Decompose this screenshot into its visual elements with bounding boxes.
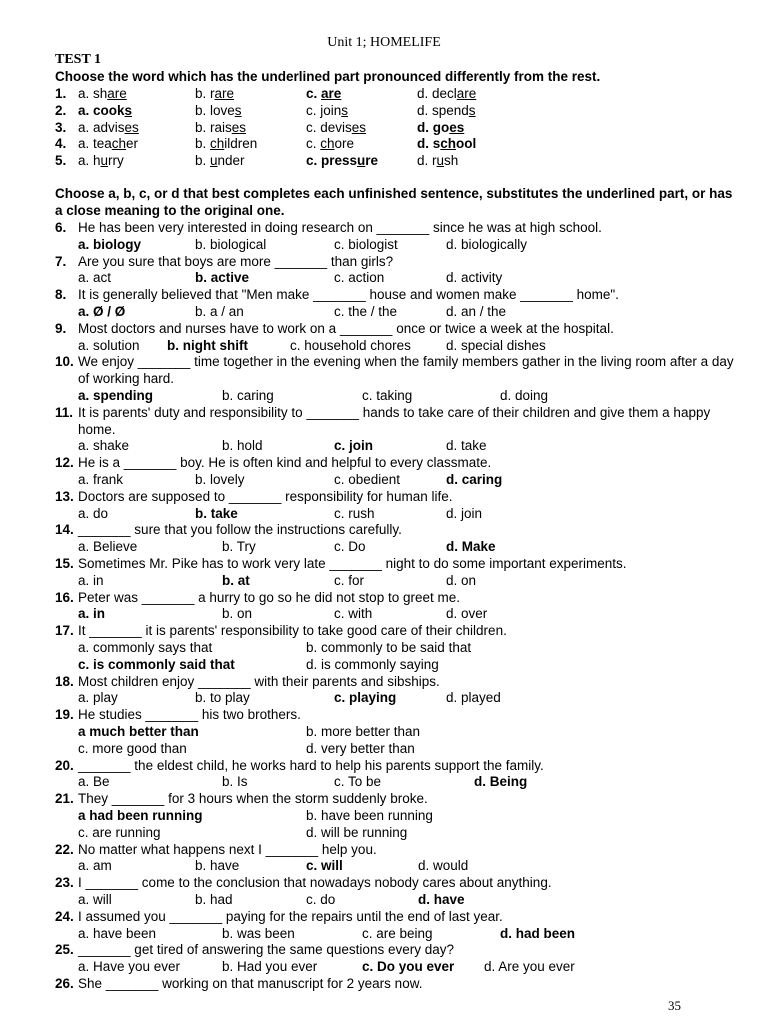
option: b. was been — [222, 925, 295, 941]
question-number: 24. — [55, 908, 74, 924]
option — [417, 153, 458, 170]
question-number: 19. — [55, 707, 74, 723]
question-number: 14. — [55, 522, 74, 538]
option-text: a. tea — [78, 136, 112, 152]
option: a. frank — [78, 472, 124, 487]
answer-option: c. is commonly said that — [78, 656, 235, 672]
option: b. have been running — [306, 808, 433, 823]
option-text: d. spend — [417, 102, 469, 118]
option-text: sh — [444, 153, 459, 169]
option: c. are being — [362, 925, 433, 941]
option-text: c. — [306, 136, 321, 152]
question-stem: Sometimes Mr. Pike has to work very late _______ night to do some important experiments. — [78, 556, 627, 571]
option-text: re — [365, 153, 379, 169]
option-text: er — [126, 136, 139, 152]
underlined-part: s — [468, 102, 476, 118]
option: b. a / an — [195, 304, 244, 319]
answer-option: a. spending — [78, 388, 154, 403]
option: d. special dishes — [446, 337, 546, 353]
question-stem: We enjoy _______ time together in the evening when the family members gather in the living room after a day of working hard. — [78, 354, 734, 387]
option: a. Be — [78, 774, 110, 790]
answer-option: a. biology — [78, 236, 142, 252]
question-number: 13. — [55, 488, 74, 504]
option-text: b. — [195, 136, 211, 152]
question-number: 10. — [55, 354, 74, 370]
option: a. am — [78, 858, 112, 874]
option: c. obedient — [334, 472, 401, 487]
question-number: 9. — [55, 320, 67, 336]
underlined-part: u — [357, 153, 366, 169]
underlined-part: u — [436, 153, 445, 169]
option: a. solution — [78, 337, 140, 353]
option — [78, 120, 139, 137]
answer-option: d. had been — [500, 925, 576, 941]
option: c. with — [334, 606, 373, 622]
section1-instruction: Choose the word which has the underlined part pronounced differently from the rest. — [55, 69, 601, 84]
question-stem: He studies _______ his two brothers. — [78, 707, 301, 723]
question-number: 4. — [55, 136, 67, 152]
option: d. on — [446, 572, 477, 588]
answer-option: c. join — [334, 438, 374, 454]
question-number: 8. — [55, 287, 67, 303]
option: d. take — [446, 438, 487, 454]
underlined-part: are — [214, 86, 235, 101]
option — [195, 153, 245, 170]
question-number: 18. — [55, 673, 74, 689]
answer-option: d. Being — [474, 774, 528, 790]
option — [417, 103, 476, 120]
answer-option: a had been running — [78, 808, 203, 823]
answer-option: b. take — [195, 505, 238, 521]
question-number: 20. — [55, 757, 74, 773]
option: a. act — [78, 270, 112, 286]
option: b. Is — [222, 774, 248, 790]
answer-option — [417, 136, 476, 153]
option: c. are running — [78, 824, 161, 840]
option-text: b. — [195, 153, 211, 169]
question-stem: Most doctors and nurses have to work on a _______ once or twice a week at the hospital. — [78, 320, 614, 336]
option: d. over — [446, 606, 488, 622]
option — [195, 120, 246, 137]
option — [195, 136, 257, 153]
question-number: 1. — [55, 86, 67, 101]
option-text: c. join — [306, 102, 342, 118]
option-text: d. s — [417, 136, 441, 152]
option: a. shake — [78, 438, 130, 454]
option: b. Try — [222, 539, 256, 555]
unit-title: Unit 1; HOMELIFE — [327, 35, 441, 50]
option: c. To be — [334, 774, 382, 790]
option — [306, 120, 366, 137]
underlined-part: are — [107, 86, 127, 101]
underlined-part: es — [449, 119, 465, 135]
question-stem: They _______ for 3 hours when the storm suddenly broke. — [78, 791, 428, 807]
underlined-part: ch — [320, 136, 335, 152]
question-number: 21. — [55, 791, 74, 807]
question-number: 15. — [55, 556, 74, 571]
question-stem: I _______ come to the conclusion that nowadays nobody cares about anything. — [78, 875, 552, 891]
option: d. biologically — [446, 236, 528, 252]
underlined-part: es — [231, 119, 247, 135]
question-stem: Doctors are supposed to _______ responsibility for human life. — [78, 488, 453, 504]
option-text: b. love — [195, 102, 235, 118]
underlined-part: s — [124, 102, 133, 118]
option: d. is commonly saying — [306, 656, 439, 672]
option: c. Do — [334, 539, 366, 555]
option: d. activity — [446, 270, 503, 286]
question-number: 11. — [55, 404, 74, 420]
test-label: TEST 1 — [55, 52, 102, 67]
option: b. on — [222, 606, 253, 622]
option: d. would — [418, 858, 469, 874]
question-number: 23. — [55, 875, 74, 891]
underlined-part: ch — [210, 136, 225, 152]
question-number: 16. — [55, 589, 74, 605]
underlined-part: u — [100, 153, 109, 169]
answer-option — [78, 103, 132, 120]
question-number: 7. — [55, 253, 67, 269]
answer-option: c. will — [306, 858, 343, 874]
option-text: rry — [108, 153, 124, 169]
option — [195, 86, 234, 103]
option — [78, 153, 124, 170]
question-stem: Are you sure that boys are more _______ than girls? — [78, 253, 394, 269]
underlined-part: are — [321, 86, 342, 101]
question-number: 26. — [55, 976, 74, 991]
option-text: ool — [456, 136, 477, 152]
answer-option — [306, 153, 378, 170]
question-stem: Peter was _______ a hurry to go so he did not stop to greet me. — [78, 589, 460, 605]
option: a. do — [78, 505, 109, 521]
answer-option: d. have — [418, 892, 465, 907]
underlined-part: are — [456, 86, 477, 101]
option-text: d. decl — [417, 86, 457, 101]
question-number: 5. — [55, 153, 67, 169]
option-text: c. press — [306, 153, 358, 169]
question-stem: No matter what happens next I _______ help you. — [78, 841, 377, 857]
option: b. more better than — [306, 724, 421, 739]
option — [306, 103, 348, 120]
question-number: 17. — [55, 623, 74, 639]
question-number: 2. — [55, 102, 67, 118]
question-stem: _______ sure that you follow the instructions carefully. — [78, 522, 402, 538]
option: b. to play — [195, 690, 250, 706]
option: c. rush — [334, 505, 375, 521]
option — [417, 86, 476, 103]
option: a. have been — [78, 925, 157, 941]
question-stem: _______ get tired of answering the same questions every day? — [78, 942, 454, 958]
question-stem: It is generally believed that "Men make _______ house and women make _______ home". — [78, 287, 619, 303]
option: a. play — [78, 690, 118, 706]
option-text: a. cook — [78, 102, 125, 118]
answer-option: c. Do you ever — [362, 959, 455, 975]
option: a. Believe — [78, 539, 138, 555]
question-stem: _______ the eldest child, he works hard to help his parents support the family. — [78, 757, 544, 773]
option-text: b. r — [195, 86, 215, 101]
answer-option — [306, 86, 341, 103]
option: b. have — [195, 858, 240, 874]
option — [195, 103, 242, 120]
answer-option: a. Ø / Ø — [78, 304, 126, 319]
page-number: 35 — [668, 998, 681, 1013]
option: d. an / the — [446, 304, 507, 319]
underlined-part: es — [124, 119, 139, 135]
option-text: a. h — [78, 153, 101, 169]
question-number: 12. — [55, 455, 74, 471]
answer-option: a. in — [78, 606, 106, 622]
option: b. biological — [195, 236, 267, 252]
option: c. biologist — [334, 236, 398, 252]
option-text: b. rais — [195, 119, 232, 135]
option-text: d. go — [417, 119, 450, 135]
section2-instruction: Choose a, b, c, or d that best completes each unfinished sentence, substitutes the underlined part, or has a close meaning to the original one. — [55, 186, 733, 218]
question-number: 3. — [55, 119, 67, 135]
question-stem: He has been very interested in doing research on _______ since he was at high school. — [78, 220, 602, 235]
question-number: 6. — [55, 220, 67, 235]
underlined-part: u — [210, 153, 218, 169]
option: b. had — [195, 892, 233, 907]
underlined-part: es — [351, 119, 367, 135]
question-stem: I assumed you _______ paying for the repairs until the end of last year. — [78, 908, 503, 924]
option: a. commonly says that — [78, 640, 213, 655]
option — [78, 86, 127, 103]
option — [306, 136, 354, 153]
question-number: 22. — [55, 841, 74, 857]
option: d. doing — [500, 388, 549, 403]
question-stem: She _______ working on that manuscript for 2 years now. — [78, 976, 423, 991]
option: c. household chores — [290, 337, 411, 353]
answer-option: a much better than — [78, 724, 199, 739]
option: d. Are you ever — [484, 959, 575, 975]
option: a. Have you ever — [78, 959, 181, 975]
question-stem: He is a _______ boy. He is often kind and helpful to every classmate. — [78, 455, 492, 471]
option: d. played — [446, 690, 501, 706]
option-text: a. advis — [78, 119, 125, 135]
option — [78, 136, 138, 153]
answer-option: b. at — [222, 572, 250, 588]
question-stem: It _______ it is parents' responsibility to take good care of their children. — [78, 623, 507, 639]
option: c. for — [334, 572, 365, 588]
question-number: 25. — [55, 942, 74, 958]
answer-option: b. night shift — [167, 337, 248, 353]
option-text: ildren — [224, 136, 258, 152]
option: c. more good than — [78, 740, 187, 756]
option: a. will — [78, 892, 112, 907]
option: d. very better than — [306, 740, 415, 756]
underlined-part: s — [341, 102, 349, 118]
underlined-part: s — [234, 102, 242, 118]
answer-option — [417, 120, 464, 137]
answer-option: d. caring — [446, 472, 503, 487]
option: b. Had you ever — [222, 959, 318, 975]
question-stem: It is parents' duty and responsibility to _______ hands to take care of their children and give them a happy home. — [78, 404, 711, 437]
answer-option: d. Make — [446, 539, 496, 555]
answer-option: b. active — [195, 270, 250, 286]
option: b. lovely — [195, 472, 245, 487]
option: b. hold — [222, 438, 263, 454]
option: b. caring — [222, 388, 274, 403]
answer-option: c. playing — [334, 690, 397, 706]
option: c. the / the — [334, 304, 398, 319]
option: d. join — [446, 505, 483, 521]
option: c. do — [306, 892, 336, 907]
option: c. action — [334, 270, 385, 286]
option-text: ore — [334, 136, 355, 152]
option-text: d. r — [417, 153, 437, 169]
option-text: c. — [306, 86, 322, 101]
underlined-part: ch — [111, 136, 127, 152]
option: d. will be running — [306, 824, 408, 840]
option: a. in — [78, 572, 104, 588]
question-stem: Most children enjoy _______ with their parents and sibships. — [78, 673, 440, 689]
option-text: a. sh — [78, 86, 108, 101]
option-text: c. devis — [306, 119, 352, 135]
option-text: nder — [217, 153, 245, 169]
option: c. taking — [362, 388, 413, 403]
option: b. commonly to be said that — [306, 640, 472, 655]
underlined-part: ch — [440, 136, 457, 152]
